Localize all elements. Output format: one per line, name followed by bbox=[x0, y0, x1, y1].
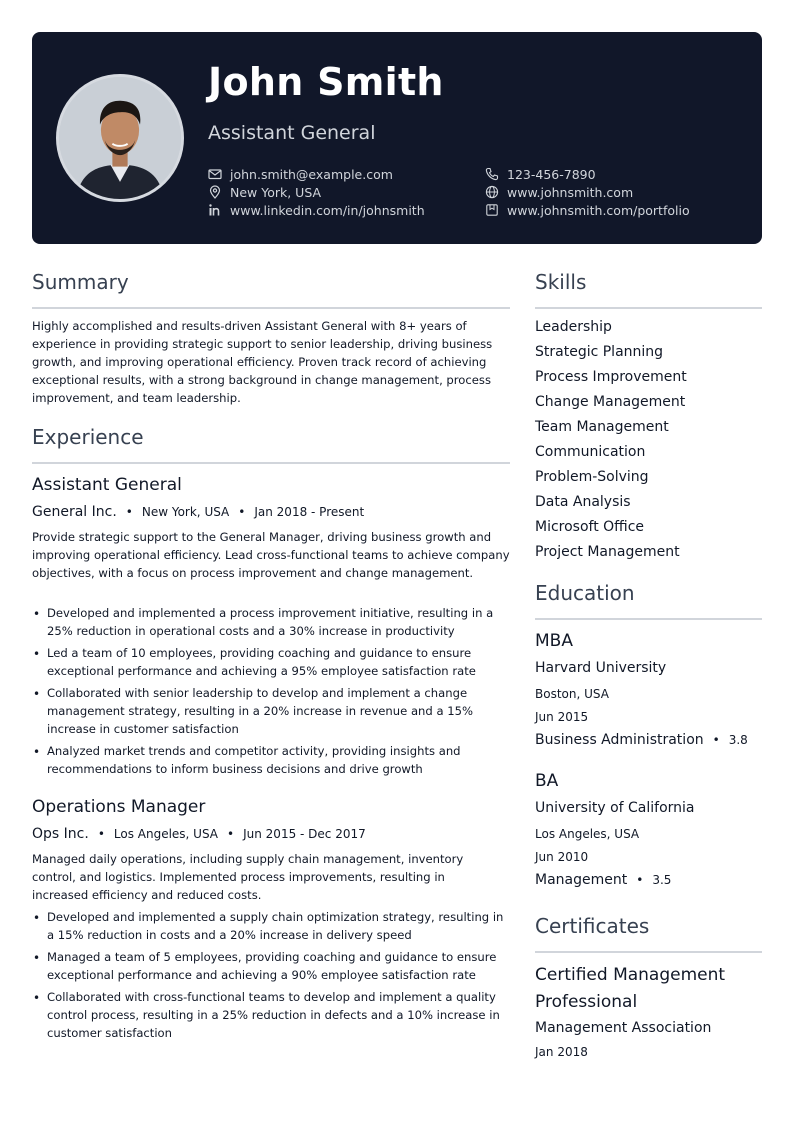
certificate-issuer: Management Association bbox=[535, 1020, 712, 1036]
skill-item: Team Management bbox=[535, 419, 669, 435]
job-description: Managed daily operations, including supply chain management, inventory control, and logistics. Implemented process improvements, resulting in increased efficiency and reduced costs. bbox=[32, 852, 464, 902]
location-pin-icon bbox=[208, 185, 222, 199]
globe-icon bbox=[485, 185, 499, 199]
certificate-name: Certified Management Professional bbox=[535, 965, 726, 1012]
candidate-headline: Assistant General bbox=[208, 122, 376, 144]
education-heading: Education bbox=[535, 581, 635, 605]
achievement-item: • Collaborated with senior leadership to develop and implement a change management strategy, resulting in a 20% increase in revenue and a 15% increase in customer satisfaction bbox=[32, 684, 512, 738]
edu-location: Boston, USA bbox=[535, 687, 609, 701]
achievement-item: • Managed a team of 5 employees, providing coaching and guidance to ensure exceptional performance and achieving a 90% employee satisfaction rate bbox=[32, 948, 512, 984]
achievement-item: • Collaborated with cross-functional teams to develop and implement a quality control process, resulting in a 25% reduction in defects and a 10% increase in customer satisfaction bbox=[32, 988, 512, 1042]
contact-email[interactable] bbox=[208, 165, 393, 183]
contact-portfolio[interactable] bbox=[485, 201, 690, 219]
job-dates: Jan 2018 - Present bbox=[254, 505, 365, 519]
skill-item: Microsoft Office bbox=[535, 519, 645, 535]
edu-field bbox=[535, 872, 671, 888]
job-company: Ops Inc. bbox=[32, 826, 89, 842]
skill-item: Problem-Solving bbox=[535, 469, 649, 485]
skill-item: Leadership bbox=[535, 319, 612, 335]
experience-heading: Experience bbox=[32, 425, 144, 449]
contact-website-text: www.johnsmith.com bbox=[507, 184, 634, 200]
experience-divider bbox=[32, 462, 510, 464]
contact-phone[interactable] bbox=[485, 165, 596, 183]
contact-linkedin-text: www.linkedin.com/in/johnsmith bbox=[230, 202, 425, 218]
achievement-item: • Analyzed market trends and competitor activity, providing insights and recommendations to inform business decisions and drive growth bbox=[32, 742, 512, 778]
contact-phone-text: 123-456-7890 bbox=[507, 166, 596, 182]
skills-divider bbox=[535, 307, 762, 309]
edu-degree: MBA bbox=[535, 631, 573, 651]
job-company: General Inc. bbox=[32, 504, 117, 520]
contact-location bbox=[208, 183, 321, 201]
meta-separator: • bbox=[636, 873, 644, 887]
portfolio-icon bbox=[485, 203, 499, 217]
job-description: Provide strategic support to the General Manager, driving business growth and improving operational efficiency. Lead cross-functional teams to achieve company objectives, with a focus on process improvement and change management. bbox=[32, 530, 510, 580]
skill-item: Communication bbox=[535, 444, 646, 460]
job-dates: Jun 2015 - Dec 2017 bbox=[243, 827, 366, 841]
edu-field-name: Business Administration bbox=[535, 732, 704, 748]
summary-heading: Summary bbox=[32, 270, 129, 294]
edu-school: Harvard University bbox=[535, 660, 667, 676]
contact-portfolio-text: www.johnsmith.com/portfolio bbox=[507, 202, 690, 218]
edu-gpa: 3.8 bbox=[728, 733, 748, 747]
job-achievements bbox=[32, 604, 512, 782]
certificates-heading: Certificates bbox=[535, 914, 650, 938]
job-meta bbox=[32, 504, 364, 520]
edu-date: Jun 2015 bbox=[535, 710, 589, 724]
meta-separator: • bbox=[97, 827, 105, 841]
linkedin-icon bbox=[208, 203, 222, 217]
skills-heading: Skills bbox=[535, 270, 587, 294]
mail-icon bbox=[208, 167, 222, 181]
edu-degree: BA bbox=[535, 771, 559, 791]
edu-field-name: Management bbox=[535, 872, 628, 888]
skill-item: Project Management bbox=[535, 544, 680, 560]
profile-photo bbox=[56, 74, 184, 202]
job-title: Assistant General bbox=[32, 475, 182, 495]
contact-email-text: john.smith@example.com bbox=[230, 166, 393, 182]
job-title: Operations Manager bbox=[32, 797, 206, 817]
job-meta bbox=[32, 826, 366, 842]
contact-linkedin[interactable] bbox=[208, 201, 425, 219]
edu-gpa: 3.5 bbox=[652, 873, 672, 887]
meta-separator: • bbox=[227, 827, 235, 841]
edu-location: Los Angeles, USA bbox=[535, 827, 640, 841]
candidate-name: John Smith bbox=[208, 60, 444, 104]
job-achievements bbox=[32, 908, 512, 1046]
skill-item: Strategic Planning bbox=[535, 344, 664, 360]
edu-date: Jun 2010 bbox=[535, 850, 589, 864]
job-location: New York, USA bbox=[141, 505, 230, 519]
summary-divider bbox=[32, 307, 510, 309]
skill-item: Data Analysis bbox=[535, 494, 631, 510]
contact-website[interactable] bbox=[485, 183, 633, 201]
meta-separator: • bbox=[238, 505, 246, 519]
edu-school: University of California bbox=[535, 800, 695, 816]
skill-item: Change Management bbox=[535, 394, 686, 410]
achievement-item: • Developed and implemented a supply chain optimization strategy, resulting in a 15% reduction in costs and a 20% increase in delivery speed bbox=[32, 908, 512, 944]
achievement-item: • Led a team of 10 employees, providing coaching and guidance to ensure exceptional performance and achieving a 95% employee satisfaction rate bbox=[32, 644, 512, 680]
skills-list bbox=[535, 316, 687, 566]
job-location: Los Angeles, USA bbox=[113, 827, 219, 841]
meta-separator: • bbox=[125, 505, 133, 519]
edu-field bbox=[535, 732, 748, 748]
phone-icon bbox=[485, 167, 499, 181]
resume-header bbox=[32, 32, 762, 244]
certificates-divider bbox=[535, 951, 762, 953]
contact-location-text: New York, USA bbox=[230, 184, 322, 200]
certificate-date: Jan 2018 bbox=[535, 1045, 588, 1059]
summary-text: Highly accomplished and results-driven Assistant General with 8+ years of experience in providing strategic support to senior leadership, driving business growth, and improving operational efficiency. Proven track record of achieving exceptional results, with a strong background in change management, process improvement, and team leadership. bbox=[32, 319, 493, 405]
achievement-item: • Developed and implemented a process improvement initiative, resulting in a 25% reduction in operational costs and a 30% increase in productivity bbox=[32, 604, 512, 640]
meta-separator: • bbox=[712, 733, 720, 747]
education-divider bbox=[535, 618, 762, 620]
skill-item: Process Improvement bbox=[535, 369, 687, 385]
person-avatar-icon bbox=[59, 77, 181, 199]
